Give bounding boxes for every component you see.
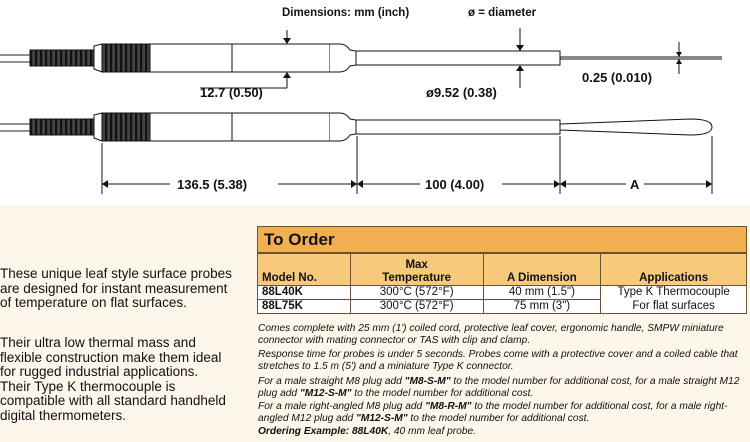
top-probe (0, 44, 722, 72)
top-handle-grip (102, 44, 150, 72)
bottom-cable-boot (30, 119, 94, 135)
diameter-symbol-label: ø = diameter (468, 7, 537, 19)
header-applications: Applications (601, 254, 747, 286)
header-model: Model No. (258, 254, 351, 286)
dim-handle-diameter: 12.7 (0.50) (200, 85, 263, 100)
table-row (258, 286, 747, 300)
temp-cell: 300°C (572°F) (350, 286, 483, 300)
model-cell: 88L75K (258, 300, 351, 314)
temp-cell: 300°C (572°F) (350, 300, 483, 314)
a-dim-cell: 75 mm (3") (483, 300, 601, 314)
model-cell: 88L40K (258, 286, 351, 300)
dim-leaf-length: A (630, 177, 640, 192)
dimensions-unit-label: Dimensions: mm (inch) (282, 7, 410, 19)
a-dim-cell: 40 mm (1.5") (483, 286, 601, 300)
bottom-handle-grip (102, 113, 150, 141)
table-row (258, 300, 747, 314)
application-cell: For flat surfaces (601, 300, 747, 314)
dim-leaf-thickness: 0.25 (0.010) (582, 70, 653, 85)
bottom-probe (0, 113, 712, 141)
leaf-sensor (560, 119, 712, 135)
order-title: To Order (264, 230, 335, 249)
application-cell: Type K Thermocouple (601, 286, 747, 300)
dim-handle-length: 136.5 (5.38) (177, 177, 248, 192)
description-paragraph-1: These unique leaf style surface probes are designed for instant measurement of temperature on flat surfaces. (0, 266, 232, 310)
probe-drawing-svg (0, 0, 750, 205)
order-table-header (258, 254, 747, 286)
probe-drawing (0, 0, 750, 205)
top-sheath (356, 51, 560, 65)
header-max-temperature: Max Temperature (350, 254, 483, 286)
dim-sheath-length: 100 (4.00) (425, 177, 485, 192)
description-paragraph-2: Their ultra low thermal mass and flexible construction make them ideal for rugged industrial applications. Their Type K thermocouple is compatible with all standard handheld digital thermometers. (0, 335, 226, 423)
bottom-sheath (356, 120, 560, 134)
dim-sheath-diameter: ø9.52 (0.38) (426, 85, 497, 100)
order-title-bar (257, 226, 747, 253)
top-cable-boot (30, 50, 94, 66)
note-response-time: Response time for probes is under 5 seconds. Probes come with a protective cover and a coiled cable that stretches to 1.5 m (5') and a miniature Type K connector. (258, 349, 738, 372)
note-straight-plug: For a male straight M8 plug add "M8-S-M" to the model number for additional cost, for a male straight M12 plug add "M12-S-M" to the model number for additional cost. (258, 376, 740, 399)
top-handle-body (150, 44, 330, 72)
bottom-handle-body (150, 113, 330, 141)
order-table (257, 253, 747, 314)
note-right-angle-plug: For a male right-angled M8 plug add "M8-R-M" to the model number for additional cost, for a male right-angled M12 plug add "M12-S-M" to the model number for additional cost. (258, 401, 728, 424)
note-included-items: Comes complete with 25 mm (1') coiled cord, protective leaf cover, ergonomic handle, SMPW miniature connector with mating connector or TAS with clip and clamp. (258, 323, 724, 346)
header-a-dimension: A Dimension (483, 254, 601, 286)
ordering-example: Ordering Example: 88L40K, 40 mm leaf probe. (258, 426, 477, 437)
